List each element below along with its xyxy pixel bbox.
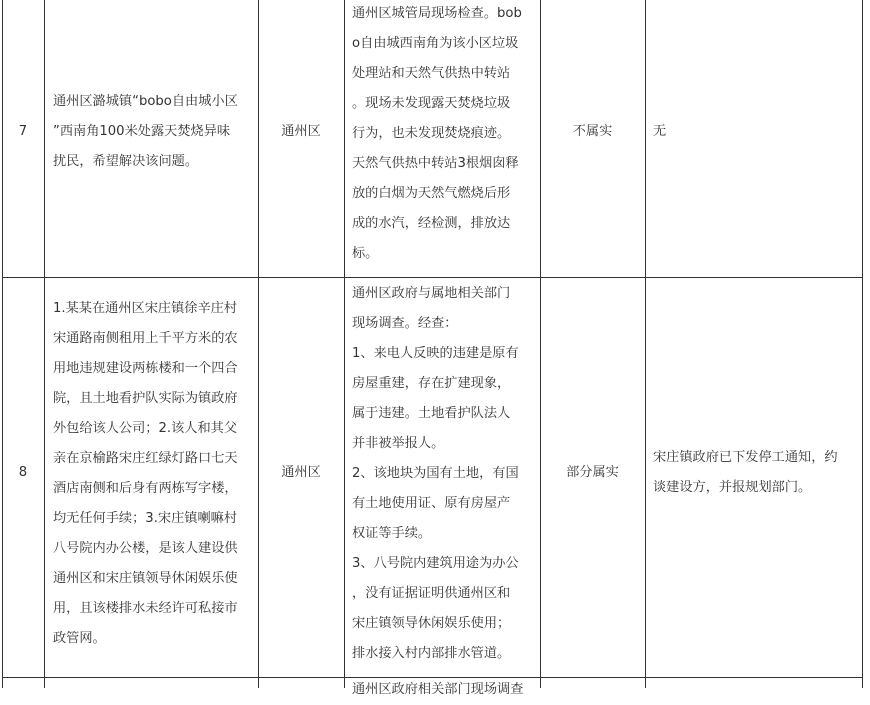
column-border <box>2 0 3 688</box>
text-line: ，没有证据证明供通州区和 <box>352 586 511 601</box>
text-line: o自由城西南角为该小区垃圾 <box>352 36 519 51</box>
column-border <box>540 0 541 688</box>
row-index: 7 <box>18 124 28 139</box>
text-line: 用，且该楼排水未经许可私接市 <box>53 601 238 616</box>
text-line: 权证等手续。 <box>352 526 432 541</box>
verification-result <box>352 279 519 669</box>
column-border <box>344 0 345 688</box>
text-line: 宋通路南侧租用上千平方米的农 <box>53 331 238 346</box>
next-row-partial-text: 通州区政府相关部门现场调查 <box>352 682 524 697</box>
text-line: 用地违规建设两栋楼和一个四合 <box>53 361 238 376</box>
text-line: 谈建设方，并报规划部门。 <box>653 480 812 495</box>
text-line: 八号院内办公楼，是该人建设供 <box>53 541 238 556</box>
column-border <box>862 0 863 688</box>
column-border <box>44 0 45 688</box>
text-line: 天然气供热中转站3根烟囱释 <box>352 156 519 171</box>
complaint-content <box>53 294 238 654</box>
text-line: 标。 <box>352 246 379 261</box>
text-line: 1、来电人反映的违建是原有 <box>352 346 519 361</box>
district: 通州区 <box>281 465 321 480</box>
text-line: 宋庄镇政府已下发停工通知，约 <box>653 450 838 465</box>
text-line: 处理站和天然气供热中转站 <box>352 66 511 81</box>
text-line: 行为，也未发现焚烧痕迹。 <box>352 126 511 141</box>
column-border <box>645 0 646 688</box>
status: 不属实 <box>572 124 613 139</box>
text-line: 房屋重建，存在扩建现象， <box>352 376 511 391</box>
text-line: 有土地使用证、原有房屋产 <box>352 496 511 511</box>
text-line: 属于违建。土地看护队法人 <box>352 406 511 421</box>
status: 部分属实 <box>566 465 619 480</box>
text-line: 宋庄镇领导休闲娱乐使用； <box>352 616 511 631</box>
handling-result <box>653 443 838 503</box>
text-line: 均无任何手续；3.宋庄镇喇嘛村 <box>53 511 238 526</box>
verification-result <box>352 0 522 269</box>
text-line: 外包给该人公司；2.该人和其父 <box>53 421 238 436</box>
text-line: 扰民，希望解决该问题。 <box>53 154 199 169</box>
text-line: 通州区潞城镇“bobo自由城小区 <box>53 94 238 109</box>
row-border <box>2 277 863 278</box>
text-line: 并非被举报人。 <box>352 436 445 451</box>
handling-result <box>653 117 666 147</box>
text-line: 通州区和宋庄镇领导休闲娱乐使 <box>53 571 238 586</box>
text-line: 通州区政府与属地相关部门 <box>352 286 511 301</box>
text-line: 排水接入村内部排水管道。 <box>352 646 511 661</box>
text-line: 2、该地块为国有土地，有国 <box>352 466 519 481</box>
text-line: 院，且土地看护队实际为镇政府 <box>53 391 238 406</box>
complaint-content <box>53 87 238 177</box>
text-line: 放的白烟为天然气燃烧后形 <box>352 186 511 201</box>
row-index: 8 <box>18 465 28 480</box>
text-line: 现场调查。经查： <box>352 316 458 331</box>
text-line: 。现场未发现露天焚烧垃圾 <box>352 96 511 111</box>
text-line: 酒店南侧和后身有两栋写字楼， <box>53 481 238 496</box>
text-line: 通州区城管局现场检查。bob <box>352 6 522 21</box>
text-line: 1.某某在通州区宋庄镇徐辛庄村 <box>53 301 238 316</box>
text-line: 亲在京榆路宋庄红绿灯路口七天 <box>53 451 238 466</box>
text-line: 成的水汽，经检测，排放达 <box>352 216 511 231</box>
column-border <box>258 0 259 688</box>
district: 通州区 <box>281 124 321 139</box>
text-line: 3、八号院内建筑用途为办公 <box>352 556 519 571</box>
text-line: ”西南角100米处露天焚烧异味 <box>53 124 231 139</box>
text-line: 政管网。 <box>53 631 106 646</box>
text-line: 无 <box>653 124 667 139</box>
